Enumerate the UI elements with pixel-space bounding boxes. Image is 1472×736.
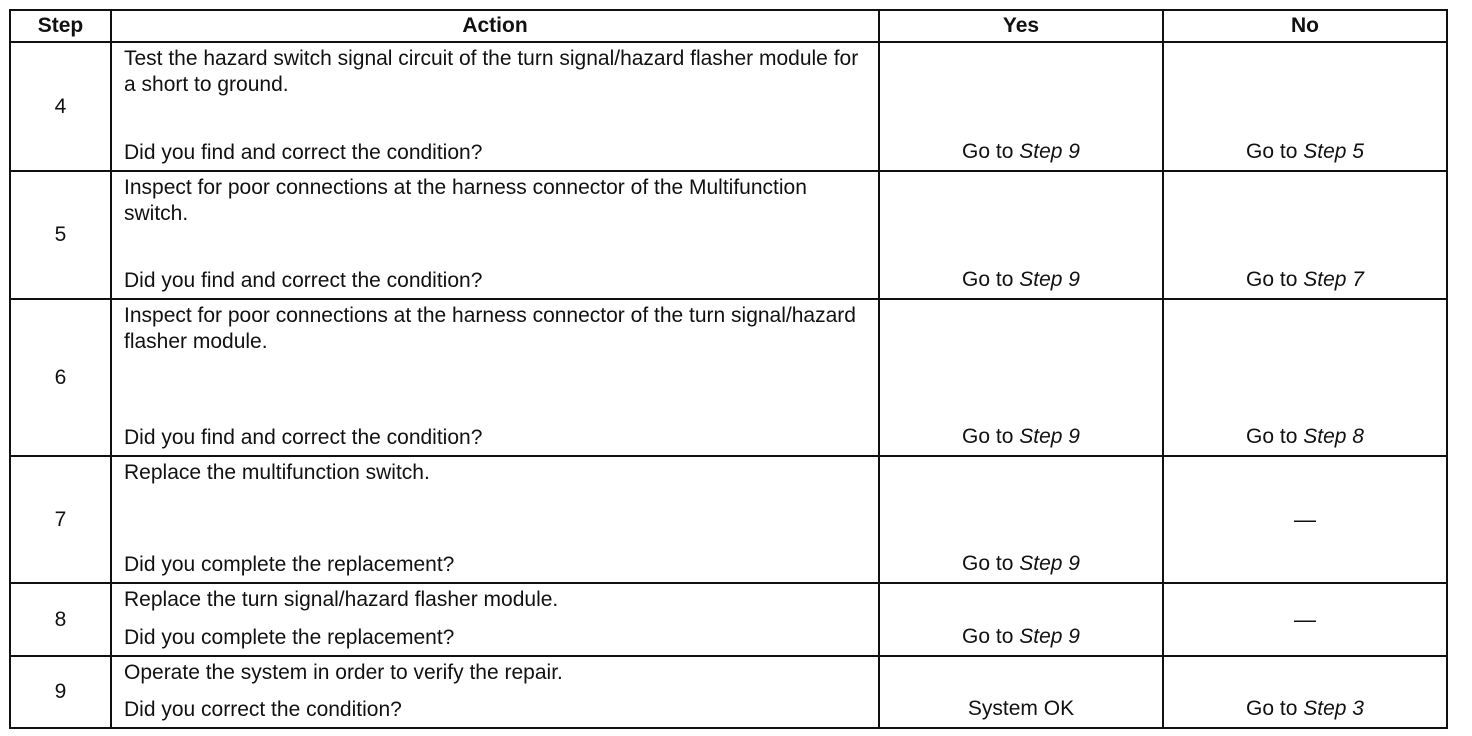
action-cell (111, 42, 879, 171)
no-cell (1163, 42, 1447, 171)
yes-cell (879, 456, 1163, 583)
header-row (10, 10, 1447, 42)
header-no: No (1163, 10, 1447, 42)
question-text: Did you find and correct the condition? (124, 426, 483, 449)
no-prefix: Go to (1246, 425, 1304, 448)
yes-result: System OK (967, 697, 1075, 720)
no-step-link: Step 7 (1303, 268, 1364, 291)
header-step: Step (10, 10, 111, 42)
yes-cell (879, 171, 1163, 299)
action-text: Replace the turn signal/hazard flasher module. (124, 588, 559, 611)
yes-prefix: Go to (962, 140, 1020, 163)
action-cell (111, 456, 879, 583)
yes-step-link: Step 9 (1019, 268, 1080, 291)
action-cell (111, 656, 879, 728)
no-step-link: Step 8 (1303, 425, 1364, 448)
action-text: Test the hazard switch signal circuit of the turn signal/hazard flasher module for a short to ground. (124, 47, 859, 96)
no-cell (1163, 583, 1447, 656)
action-text: Operate the system in order to verify the repair. (124, 661, 563, 684)
yes-prefix: Go to (962, 425, 1020, 448)
table-row (10, 656, 1447, 728)
yes-step-link: Step 9 (1019, 140, 1080, 163)
question-text: Did you complete the replacement? (124, 626, 455, 649)
no-dash: — (1294, 506, 1316, 532)
step-number: 8 (10, 583, 111, 656)
no-cell (1163, 171, 1447, 299)
step-number: 5 (10, 171, 111, 299)
yes-cell (879, 299, 1163, 456)
question-text: Did you complete the replacement? (124, 553, 455, 576)
no-prefix: Go to (1246, 697, 1304, 720)
yes-cell (879, 656, 1163, 728)
question-text: Did you find and correct the condition? (124, 269, 483, 292)
step-number: 9 (10, 656, 111, 728)
question-text: Did you find and correct the condition? (124, 141, 483, 164)
no-prefix: Go to (1246, 268, 1304, 291)
table-row (10, 583, 1447, 656)
step-number: 7 (10, 456, 111, 583)
no-step-link: Step 3 (1303, 697, 1364, 720)
diagnostic-table (9, 9, 1448, 729)
no-cell (1163, 656, 1447, 728)
table-row (10, 171, 1447, 299)
step-number: 6 (10, 299, 111, 456)
table-row (10, 456, 1447, 583)
yes-prefix: Go to (962, 552, 1020, 575)
header-yes: Yes (879, 10, 1163, 42)
action-text: Replace the multifunction switch. (124, 461, 430, 484)
table-row (10, 42, 1447, 171)
question-text: Did you correct the condition? (124, 698, 402, 721)
no-dash: — (1294, 606, 1316, 632)
action-text: Inspect for poor connections at the harness connector of the Multifunction switch. (124, 176, 807, 225)
yes-cell (879, 583, 1163, 656)
yes-step-link: Step 9 (1019, 425, 1080, 448)
yes-step-link: Step 9 (1019, 552, 1080, 575)
no-prefix: Go to (1246, 140, 1304, 163)
yes-prefix: Go to (962, 268, 1020, 291)
yes-cell (879, 42, 1163, 171)
action-cell (111, 171, 879, 299)
step-number: 4 (10, 42, 111, 171)
action-text: Inspect for poor connections at the harness connector of the turn signal/hazard flasher module. (124, 304, 856, 353)
yes-prefix: Go to (962, 625, 1020, 648)
no-cell (1163, 299, 1447, 456)
action-cell (111, 583, 879, 656)
no-step-link: Step 5 (1303, 140, 1364, 163)
yes-step-link: Step 9 (1019, 625, 1080, 648)
action-cell (111, 299, 879, 456)
header-action: Action (111, 10, 879, 42)
table-row (10, 299, 1447, 456)
no-cell (1163, 456, 1447, 583)
